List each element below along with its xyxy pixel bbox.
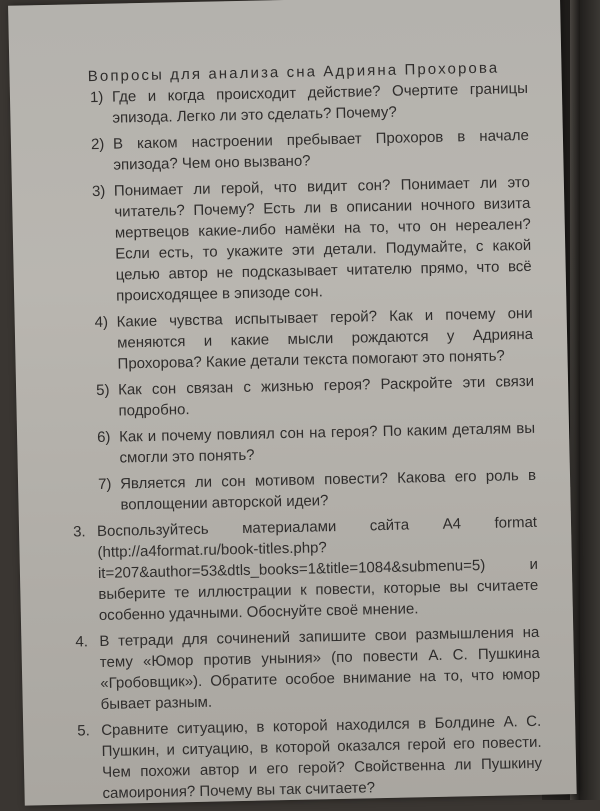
- question-text: Является ли сон мотивом повести? Какова его роль в воплощении авторской идеи?: [119, 466, 537, 514]
- section-heading: Вопросы для анализа сна Адрияна Прохорова: [87, 59, 500, 86]
- question-number: 5.: [77, 722, 90, 740]
- question-text: В каком настроении пребывает Прохоров в начале эпизода? Чем оно вызвано?: [112, 126, 530, 174]
- question-text: Воспользуйтесь материалами сайта A4 format (http://a4format.ru/book-titles.php?it=207&author=53&dtls_books=1&title=1084&submenu=5) и выберите те иллюстрации к повести, которые вы считаете особенно удачными. Обоснуйте своё мнение.: [96, 513, 539, 625]
- question-text: Какие чувства испытывает герой? Как и почему они меняются и какие мысли рождаются у Адрияна Прохорова? Какие детали текста помогают это понять?: [116, 304, 534, 373]
- sub-question-5: [96, 371, 535, 422]
- question-number: 1): [89, 88, 104, 107]
- question-number: 3.: [72, 523, 86, 541]
- book-page: [8, 0, 577, 806]
- main-question-5: [77, 711, 543, 805]
- question-text: Сравните ситуацию, в которой находился в Болдине А. С. Пушкин, и ситуацию, в которой оказался герой его повести. Чем похожи автор и его герой? Свойственна ли Пушкину самоирония? Почему вы так считаете?: [101, 712, 543, 802]
- sub-question-4: [94, 303, 533, 375]
- main-question-3: [73, 512, 539, 627]
- sub-question-list: [60, 78, 537, 517]
- sub-question-2: [91, 125, 530, 176]
- sub-question-7: [98, 465, 537, 516]
- main-question-4: [75, 622, 541, 716]
- question-number: 2): [90, 135, 105, 154]
- page-content: [59, 59, 542, 810]
- main-question-list: [69, 512, 543, 805]
- question-text: Где и когда происходит действие? Очертите границы эпизода. Легко ли это сделать? Почему?: [111, 79, 529, 127]
- sub-question-1: [90, 78, 529, 129]
- sub-question-6: [97, 418, 536, 469]
- question-number: 3): [91, 182, 106, 201]
- question-number: 7): [97, 475, 112, 493]
- question-number: 6): [96, 428, 111, 447]
- sub-question-3: [92, 172, 533, 307]
- question-text: Как сон связан с жизнью героя? Раскройте эти связи подробно.: [117, 372, 535, 420]
- question-text: Как и почему повлиял сон на героя? По каким деталям вы смогли это понять?: [118, 419, 536, 467]
- question-number: 4): [94, 313, 109, 332]
- question-number: 5): [95, 381, 110, 400]
- question-number: 4.: [75, 633, 89, 651]
- question-text: Понимает ли герой, что видит сон? Понимает ли это читатель? Почему? Есть ли в описании ночного визита мертвецов какие-либо намёки на то, что он нереален? Если есть, то укажите эти детали. Подумайте, с какой целью автор не подсказывает читателю прямо, что всё происходящее в эпизоде сон.: [113, 173, 532, 305]
- question-text: В тетради для сочинений запишите свои размышления на тему «Юмор против уныния» (по повести А. С. Пушкина «Гробовщик»). Обратите особое внимание на то, что юмор бывает разным.: [99, 623, 541, 713]
